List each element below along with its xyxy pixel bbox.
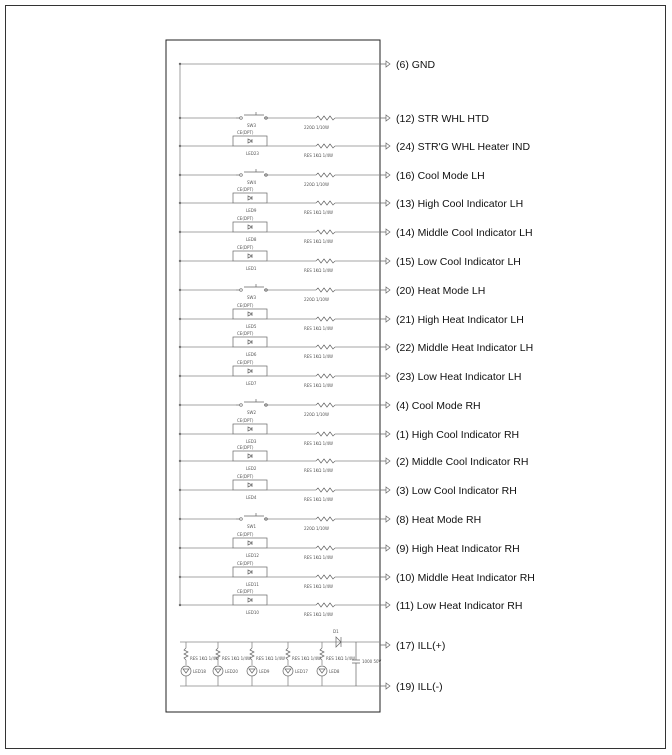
push-switch [236,513,268,519]
connector-pin [380,642,390,648]
pin-label: (21) High Heat Indicator LH [396,314,524,326]
pin-row-switch [179,513,481,531]
connector-pin [380,402,390,408]
led-diode [248,340,252,344]
pin-label: (13) High Cool Indicator LH [396,198,524,210]
switch-contact [240,174,243,177]
resistor [250,648,254,660]
led-tag: CE(DPT) [237,418,254,423]
switch-label: SW2 [247,410,257,415]
led-tag: CE(DPT) [237,589,254,594]
pin-label: (9) High Heat Indicator RH [396,543,520,555]
resistor-value: RES 1KΩ 1/4W [304,584,334,589]
pin-label: (15) Low Cool Indicator LH [396,256,521,268]
connector-pin [380,431,390,437]
led-label: LED12 [246,553,259,558]
led-tag: CE(DPT) [237,331,254,336]
pin-label: (1) High Cool Indicator RH [396,429,520,441]
resistor [316,488,335,492]
pin-label: (4) Cool Mode RH [396,400,481,412]
led-housing [233,424,267,434]
push-switch [236,399,268,405]
resistor-value: 220Ω 1/10W [304,297,329,302]
led-housing [233,451,267,461]
led-tag: CE(DPT) [237,187,254,192]
ill-led-branch [247,642,285,686]
ill-led-branch [181,642,219,686]
led-label: LED6 [246,352,257,357]
resistor-value: RES 1KΩ 1/4W [304,268,334,273]
pin-row-led [179,245,521,273]
led-label: LED10 [246,610,259,615]
resistor [320,648,324,660]
led-housing [233,567,267,577]
led-housing [233,366,267,376]
pin-row-led [179,474,517,502]
resistor [316,173,335,177]
led-housing [233,337,267,347]
resistor-value: RES 1KΩ 1/4W [304,497,334,502]
resistor [316,459,335,463]
led-diode [248,541,252,545]
pin-label: (8) Heat Mode RH [396,514,482,526]
connector-pin [380,373,390,379]
connector-pin [380,545,390,551]
led-symbol [249,669,255,673]
led-symbol [285,669,291,673]
connector-pin [380,316,390,322]
connector-pin [380,458,390,464]
led-label: LED1 [246,266,257,271]
led-tag: CE(DPT) [237,216,254,221]
resistor [286,648,290,660]
switch-contact [240,518,243,521]
led-symbol [183,669,189,673]
resistor [316,546,335,550]
led-housing [233,193,267,203]
led-housing [233,595,267,605]
led-tag: CE(DPT) [237,474,254,479]
pin-label: (24) STR'G WHL Heater IND [396,141,531,153]
led-label: LED11 [246,582,259,587]
connector-pin [380,516,390,522]
connector-pin [380,258,390,264]
resistor [316,116,335,120]
led-housing [233,538,267,548]
pin-label: (10) Middle Heat Indicator RH [396,572,535,584]
pin-label: (14) Middle Cool Indicator LH [396,227,533,239]
led-label: LED9 [246,208,257,213]
led-label: LED20 [225,669,238,674]
pin-label: (11) Low Heat Indicator RH [396,600,523,612]
resistor [316,288,335,292]
led-tag: CE(DPT) [237,130,254,135]
resistor-value: 220Ω 1/10W [304,125,329,130]
lamp-led [317,666,327,676]
led-label: LED8 [246,237,257,242]
led-symbol [319,669,325,673]
resistor [316,317,335,321]
led-diode [248,483,252,487]
led-label: LED4 [246,495,257,500]
pin-label: (17) ILL(+) [396,640,446,652]
led-diode [248,427,252,431]
resistor [316,144,335,148]
resistor-value: RES 1KΩ 1/4W [222,656,252,661]
resistor-value: RES 1KΩ 1/4W [304,468,334,473]
led-tag: CE(DPT) [237,303,254,308]
pin-row-led [179,445,529,473]
led-diode [248,254,252,258]
switch-label: SW3 [247,295,257,300]
pin-row-switch [179,112,490,130]
led-diode [248,225,252,229]
resistor-value: RES 1KΩ 1/4W [304,383,334,388]
pin-label: (16) Cool Mode LH [396,170,485,182]
connector-pin [380,287,390,293]
connector-pin [380,683,390,689]
led-label: LED9 [259,669,270,674]
led-diode [248,454,252,458]
resistor-value: RES 1KΩ 1/4W [190,656,220,661]
led-label: LED18 [193,669,206,674]
switch-label: SW1 [247,524,257,529]
resistor-value: RES 1KΩ 1/4W [256,656,286,661]
pin-row-led [179,360,522,388]
resistor [316,575,335,579]
led-housing [233,480,267,490]
ill-led-branch [283,642,321,686]
illumination-circuit [180,629,445,693]
connector-pin [380,487,390,493]
capacitor [352,642,360,686]
resistor-value: RES 1KΩ 1/4W [326,656,356,661]
resistor [316,230,335,234]
resistor-value: RES 1KΩ 1/4W [304,612,334,617]
ill-led-branch [317,642,355,686]
pin-label: (3) Low Cool Indicator RH [396,485,517,497]
led-diode [248,369,252,373]
lamp-led [247,666,257,676]
led-housing [233,251,267,261]
push-switch [236,284,268,290]
led-label: LED5 [246,324,257,329]
pin-row-led [179,303,524,331]
pin-row-switch [179,169,485,187]
lamp-led [213,666,223,676]
pin-row-led [179,589,523,617]
resistor-value: RES 1KΩ 1/4W [292,656,322,661]
connector-pin [380,61,390,67]
pin-label: (23) Low Heat Indicator LH [396,371,522,383]
resistor-value: RES 1KΩ 1/4W [304,441,334,446]
led-diode [248,196,252,200]
pin-label: (22) Middle Heat Indicator LH [396,342,534,354]
pin-row-led [179,331,533,359]
connector-pin [380,229,390,235]
resistor-value: RES 1KΩ 1/4W [304,555,334,560]
led-housing [233,222,267,232]
led-housing [233,309,267,319]
pin-row-led [179,418,519,446]
led-tag: CE(DPT) [237,561,254,566]
resistor [316,345,335,349]
led-label: LED23 [246,151,259,156]
led-tag: CE(DPT) [237,445,254,450]
connector-pin [380,574,390,580]
lamp-led [283,666,293,676]
resistor-value: 220Ω 1/10W [304,412,329,417]
switch-label: SW4 [247,180,257,185]
resistor [316,259,335,263]
pin-label: (19) ILL(-) [396,681,443,693]
push-switch [236,112,268,118]
switch-contact [240,117,243,120]
led-tag: CE(DPT) [237,360,254,365]
resistor [316,403,335,407]
pin-label: (20) Heat Mode LH [396,285,486,297]
connector-pin [380,143,390,149]
switch-contact [240,404,243,407]
switch-label: SW3 [247,123,257,128]
led-label: LED17 [295,669,308,674]
connector-pin [380,200,390,206]
led-label: LED7 [246,381,257,386]
led-label: LED8 [329,669,340,674]
led-diode [248,598,252,602]
pin-label: (2) Middle Cool Indicator RH [396,456,529,468]
connector-pin [380,602,390,608]
switch-contact [240,289,243,292]
resistor-value: RES 1KΩ 1/4W [304,210,334,215]
diode-label: D1 [333,629,339,634]
resistor-value: 220Ω 1/10W [304,182,329,187]
resistor [316,517,335,521]
led-diode [248,139,252,143]
pin-label: (12) STR WHL HTD [396,113,489,125]
led-tag: CE(DPT) [237,532,254,537]
pin-row-switch [179,399,481,417]
pin-row-led [179,561,535,589]
connector-pin [380,344,390,350]
led-housing [233,136,267,146]
push-switch [236,169,268,175]
led-label: LED2 [246,466,257,471]
connector-pin [380,172,390,178]
resistor [316,374,335,378]
led-symbol [215,669,221,673]
resistor [316,432,335,436]
resistor-value: RES 1KΩ 1/4W [304,153,334,158]
ill-led-branch [213,642,251,686]
pin-row-led [179,187,523,215]
resistor [184,648,188,660]
pin-row-led [179,532,520,560]
lamp-led [181,666,191,676]
pin-row-led [179,216,533,244]
led-tag: CE(DPT) [237,245,254,250]
resistor-value: 220Ω 1/10W [304,526,329,531]
resistor-value: RES 1KΩ 1/4W [304,239,334,244]
resistor [316,201,335,205]
pin-row-gnd [179,59,436,71]
led-diode [248,570,252,574]
capacitor-label: 1000 50V [362,659,382,664]
led-label: LED3 [246,439,257,444]
pin-row-led [179,130,531,158]
resistor-value: RES 1KΩ 1/4W [304,326,334,331]
resistor-value: RES 1KΩ 1/4W [304,354,334,359]
pin-row-switch [179,284,485,302]
led-diode [248,312,252,316]
connector-pin [380,115,390,121]
pin-label: (6) GND [396,59,436,71]
resistor [316,603,335,607]
